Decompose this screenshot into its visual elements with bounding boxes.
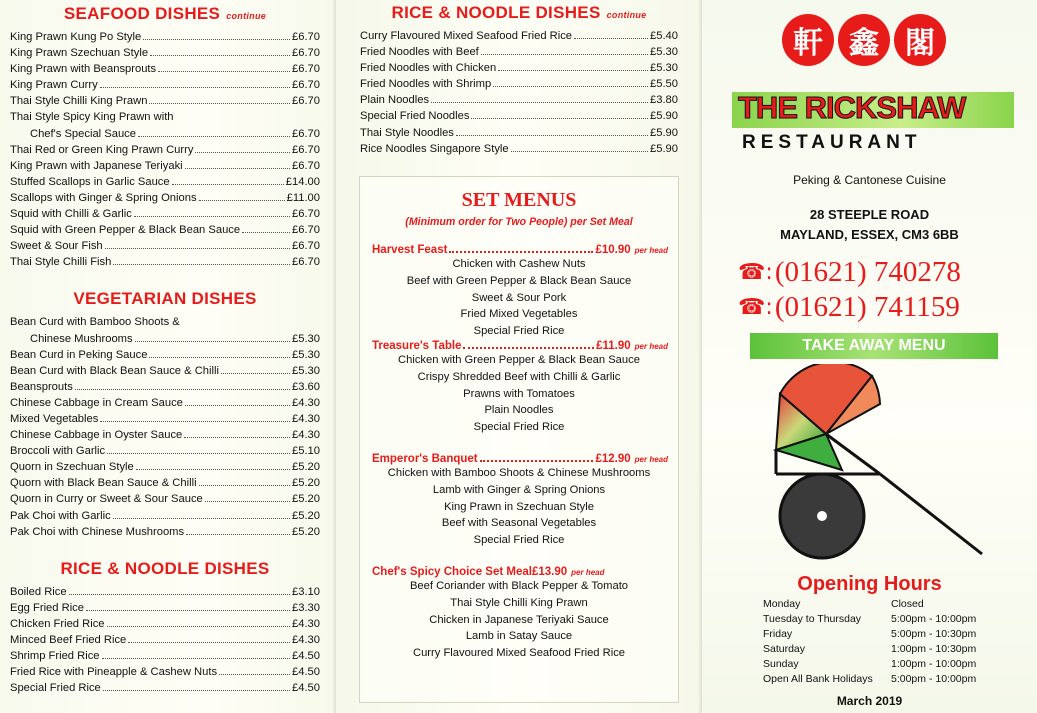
hours-time: 5:00pm - 10:30pm <box>891 628 977 641</box>
rice-continue-heading <box>360 3 678 23</box>
menu-item-name: Stuffed Scallops in Garlic Sauce <box>10 175 170 188</box>
hours-time: 1:00pm - 10:30pm <box>891 643 977 656</box>
menu-item <box>10 142 320 158</box>
hours-time: 5:00pm - 10:00pm <box>891 673 977 686</box>
menu-item-name: Plain Noodles <box>360 94 430 107</box>
menu-item-price: £4.30 <box>292 617 320 630</box>
set-menu-dish: Beef with Green Pepper & Black Bean Sauce <box>406 274 632 287</box>
leader-dots <box>481 54 648 55</box>
leader-dots <box>219 674 290 675</box>
menu-item <box>10 109 320 125</box>
vegetarian-list <box>10 314 320 539</box>
per-head-label: per head <box>634 246 668 255</box>
phone-1[interactable] <box>738 256 961 289</box>
menu-item-name: Shrimp Fried Rice <box>10 650 100 663</box>
menu-item-name: Chef's Special Sauce <box>30 127 136 140</box>
hours-row <box>763 627 976 642</box>
hours-time: Closed <box>891 598 924 610</box>
menu-item-price: £6.70 <box>292 127 320 140</box>
menu-item <box>10 222 320 238</box>
leader-dots <box>471 118 648 119</box>
leader-dots <box>135 341 290 342</box>
menu-item-name: Broccoli with Garlic <box>10 445 106 458</box>
telephone-icon: ☎: <box>738 260 773 285</box>
menu-item <box>10 427 320 443</box>
menu-item-name: Beansprouts <box>10 380 73 393</box>
leader-dots <box>574 38 648 39</box>
phone-number: (01621) 741159 <box>774 291 960 323</box>
set-menu-dish: Lamb in Satay Sauce <box>465 630 573 643</box>
menu-item-price: £3.60 <box>292 380 320 393</box>
menu-item <box>10 411 320 427</box>
menu-item-price: £14.00 <box>285 175 320 188</box>
leader-dots <box>134 216 290 217</box>
set-menu-heading <box>360 340 678 352</box>
menu-item <box>10 508 320 524</box>
menu-item <box>10 475 320 491</box>
menu-item <box>10 524 320 540</box>
address-line-2: MAYLAND, ESSEX, CM3 6BB <box>780 227 959 242</box>
menu-item-name: King Prawn with Japanese Teriyaki <box>10 159 183 172</box>
menu-item <box>10 190 320 206</box>
set-menu-dish: Plain Noodles <box>484 404 554 417</box>
leader-dots <box>498 70 648 71</box>
menu-item <box>10 632 320 648</box>
menu-item-price: £5.30 <box>292 364 320 377</box>
menu-item <box>360 141 678 157</box>
menu-item-name: King Prawn Curry <box>10 79 98 92</box>
per-head-label: per head <box>571 567 605 577</box>
chinese-name <box>782 14 946 66</box>
set-menus-subtitle: (Minimum order for Two People) per Set Meal <box>405 216 633 228</box>
menu-item <box>10 363 320 379</box>
leader-dots <box>480 460 594 462</box>
leader-dots <box>143 39 290 40</box>
menu-item-price: £6.70 <box>292 256 320 269</box>
set-menu-name: Treasure's Table <box>372 339 462 352</box>
menu-item-price: £6.70 <box>292 240 320 253</box>
menu-item-price: £3.30 <box>292 601 320 614</box>
hours-row <box>763 642 976 657</box>
menu-item-name: Chicken Fried Rice <box>10 617 105 630</box>
menu-item-name: Thai Style Spicy King Prawn with <box>10 111 174 124</box>
menu-date: March 2019 <box>836 694 903 708</box>
set-menu-dish: Special Fried Rice <box>473 325 565 338</box>
phone-number: (01621) 740278 <box>774 256 961 288</box>
hours-day: Open All Bank Holidays <box>763 673 873 686</box>
menu-item-price: £5.30 <box>650 46 678 59</box>
telephone-icon: ☎: <box>738 295 773 320</box>
leader-dots <box>102 658 290 659</box>
menu-item-name: Special Fried Rice <box>10 682 101 695</box>
menu-item-price: £4.30 <box>292 412 320 425</box>
menu-item-price: £5.30 <box>292 348 320 361</box>
menu-item-price: £4.50 <box>292 650 320 663</box>
menu-item <box>360 44 678 60</box>
menu-item <box>360 92 678 108</box>
chinese-char: 軒 <box>782 14 834 66</box>
per-head-label: per head <box>634 454 668 464</box>
set-menu-dish: Fried Mixed Vegetables <box>460 308 578 321</box>
menu-item-price: £5.90 <box>650 110 678 123</box>
menu-item-price: £6.70 <box>292 143 320 156</box>
menu-item <box>10 648 320 664</box>
seafood-heading <box>10 4 320 24</box>
set-menu-dish: Chicken with Bamboo Shoots & Chinese Mushrooms <box>387 466 651 479</box>
hours-day: Saturday <box>763 643 806 656</box>
leader-dots <box>242 232 290 233</box>
hours-day: Monday <box>763 598 801 610</box>
set-menu-price: £11.90 <box>596 339 631 352</box>
opening-hours-table <box>763 597 976 688</box>
menu-item-price: £5.50 <box>650 78 678 91</box>
leader-dots <box>158 71 290 72</box>
menu-item <box>10 158 320 174</box>
menu-item <box>10 379 320 395</box>
menu-item-price: £5.30 <box>292 332 320 345</box>
menu-item-name: Chinese Cabbage in Oyster Sauce <box>10 429 183 442</box>
menu-item-name: Thai Red or Green King Prawn Curry <box>10 143 194 156</box>
set-menu-dish: Curry Flavoured Mixed Seafood Fried Rice <box>412 647 626 660</box>
set-menu-block <box>360 340 678 436</box>
menu-item-price: £5.90 <box>650 126 678 139</box>
set-menu-dish: Special Fried Rice <box>473 421 565 434</box>
menu-item-price: £5.20 <box>292 477 320 490</box>
leader-dots <box>221 373 290 374</box>
hours-time: 5:00pm - 10:00pm <box>891 613 977 626</box>
menu-item-name: Chinese Cabbage in Cream Sauce <box>10 396 183 409</box>
menu-item-name: King Prawn with Beansprouts <box>10 63 157 76</box>
cover-panel <box>702 0 1037 713</box>
set-menus-list <box>360 244 678 662</box>
menu-item-price: £5.20 <box>292 525 320 538</box>
menu-item <box>10 314 320 330</box>
leader-dots <box>186 534 290 535</box>
menu-item-price: £5.30 <box>650 62 678 75</box>
seafood-list <box>10 29 320 270</box>
menu-item-name: Sweet & Sour Fish <box>10 240 103 253</box>
menu-item-price: £3.80 <box>650 94 678 107</box>
menu-item-name: Fried Noodles with Chicken <box>360 62 497 75</box>
leader-dots <box>199 200 285 201</box>
menu-item-price: £4.50 <box>292 666 320 679</box>
set-menu-dish: Special Fried Rice <box>473 534 565 547</box>
menu-item-name: Bean Curd with Bamboo Shoots & <box>10 316 180 329</box>
menu-item <box>10 395 320 411</box>
rice-continue-title: RICE & NOODLE DISHES <box>391 3 601 22</box>
rice-list <box>10 584 320 697</box>
menu-item <box>10 254 320 270</box>
menu-item <box>10 491 320 507</box>
set-menu-price: £13.90 <box>531 565 568 578</box>
menu-item <box>10 45 320 61</box>
menu-item-name: Egg Fried Rice <box>10 601 84 614</box>
phone-2[interactable] <box>738 291 960 324</box>
leader-dots <box>103 690 290 691</box>
menu-item-name: Curry Flavoured Mixed Seafood Fried Rice <box>360 30 573 42</box>
leader-dots <box>493 86 648 87</box>
menu-item-price: £4.30 <box>292 634 320 646</box>
chinese-char: 閣 <box>894 14 946 66</box>
hours-row <box>763 657 976 672</box>
hours-day: Friday <box>763 628 793 641</box>
menu-item-price: £11.00 <box>286 191 320 204</box>
address-line-1: 28 STEEPLE ROAD <box>809 207 930 222</box>
leader-dots <box>149 103 290 104</box>
menu-item-name: Fried Noodles with Beef <box>360 46 479 59</box>
menu-item-price: £6.70 <box>292 95 320 108</box>
continue-label: continue <box>606 10 647 20</box>
set-menu-price: £12.90 <box>595 452 631 465</box>
leader-dots <box>456 135 648 136</box>
hours-time: 1:00pm - 10:00pm <box>891 658 977 671</box>
menu-item-price: £6.70 <box>292 208 320 221</box>
set-menu-dish: Lamb with Ginger & Spring Onions <box>432 483 606 496</box>
set-menu-heading <box>360 244 678 256</box>
restaurant-label: RESTAURANT <box>742 132 922 153</box>
leader-dots <box>69 594 290 595</box>
menu-item-name: Minced Beef Fried Rice <box>10 634 127 646</box>
leader-dots <box>205 501 290 502</box>
menu-item <box>10 126 320 142</box>
leader-dots <box>107 453 290 454</box>
menu-item-price: £4.30 <box>292 396 320 409</box>
menu-item-price: £5.90 <box>650 142 678 155</box>
menu-item-price: £6.70 <box>292 47 320 60</box>
set-menu-items <box>360 256 678 340</box>
seafood-title: SEAFOOD DISHES <box>63 4 221 23</box>
menu-item-name: Quorn with Black Bean Sauce & Chilli <box>10 477 197 490</box>
set-menu-name: Emperor's Banquet <box>372 452 478 465</box>
menu-item-name: King Prawn Szechuan Style <box>10 47 149 60</box>
menu-item <box>10 680 320 696</box>
set-menu-heading <box>360 453 678 465</box>
menu-item-price: £5.20 <box>292 493 320 506</box>
leader-dots <box>113 264 290 265</box>
menu-item-price: £6.70 <box>292 31 320 43</box>
menu-item <box>10 61 320 77</box>
set-menu-items <box>360 578 678 662</box>
set-menus-box <box>359 176 679 703</box>
set-menu-dish: Prawns with Tomatoes <box>463 387 575 400</box>
leader-dots <box>105 248 290 249</box>
menu-item-name: Quorn in Curry or Sweet & Sour Sauce <box>10 493 203 506</box>
menu-item-price: £6.70 <box>292 224 320 237</box>
menu-item <box>360 76 678 92</box>
menu-item <box>10 93 320 109</box>
set-menu-heading <box>360 566 678 578</box>
leader-dots <box>86 610 290 611</box>
menu-item-name: Pak Choi with Chinese Mushrooms <box>10 525 185 538</box>
menu-item <box>10 664 320 680</box>
menu-item-name: Special Fried Noodles <box>360 110 470 123</box>
leader-dots <box>463 347 594 349</box>
menu-item <box>10 77 320 93</box>
menu-item <box>10 29 320 45</box>
leader-dots <box>128 642 290 643</box>
menu-item-name: Scallops with Ginger & Spring Onions <box>10 191 197 204</box>
vegetarian-heading: VEGETARIAN DISHES <box>73 289 257 309</box>
menu-item <box>10 174 320 190</box>
opening-hours-title: Opening Hours <box>797 573 942 595</box>
set-menu-dish: Chicken in Japanese Teriyaki Sauce <box>429 613 609 626</box>
set-menus-title: SET MENUS <box>461 189 577 211</box>
set-menu-dish: Beef with Seasonal Vegetables <box>441 517 597 530</box>
menu-item <box>10 206 320 222</box>
menu-item <box>10 347 320 363</box>
chinese-char: 鑫 <box>838 14 890 66</box>
hours-day: Tuesday to Thursday <box>763 613 862 626</box>
menu-item <box>360 28 678 44</box>
menu-item-price: £4.50 <box>292 682 320 695</box>
set-menu-items <box>360 352 678 436</box>
menu-item-name: Quorn in Szechuan Style <box>10 461 134 474</box>
menu-item-name: Fried Noodles with Shrimp <box>360 78 492 91</box>
leader-dots <box>150 55 290 56</box>
menu-item-name: Bean Curd with Black Bean Sauce & Chilli <box>10 364 219 377</box>
leader-dots <box>185 168 290 169</box>
hours-row <box>763 597 976 612</box>
menu-item-price: £5.20 <box>292 461 320 474</box>
menu-item <box>360 108 678 124</box>
menu-item-name: Bean Curd in Peking Sauce <box>10 348 148 361</box>
set-menu-block <box>360 566 678 662</box>
hours-row <box>763 672 976 687</box>
menu-item <box>10 616 320 632</box>
leader-dots <box>107 626 290 627</box>
set-menu-dish: King Prawn in Szechuan Style <box>444 500 594 513</box>
set-menu-name: Chef's Spicy Choice Set Meal <box>372 565 532 578</box>
leader-dots <box>138 136 290 137</box>
continue-label: continue <box>226 11 267 21</box>
set-menu-items <box>360 465 678 549</box>
menu-item-name: Boiled Rice <box>10 585 67 598</box>
set-menu-price: £10.90 <box>595 244 631 256</box>
menu-item-name: Squid with Green Pepper & Black Bean Sauce <box>10 224 241 237</box>
leader-dots <box>75 389 290 390</box>
menu-item-name: Thai Style Chilli King Prawn <box>10 95 148 108</box>
menu-item-name: Mixed Vegetables <box>10 412 99 425</box>
menu-item-name: Thai Style Noodles <box>360 126 454 139</box>
menu-item-name: Rice Noodles Singapore Style <box>360 142 509 155</box>
takeaway-banner: TAKE AWAY MENU <box>750 333 998 359</box>
menu-item <box>360 125 678 141</box>
set-menu-dish: Crispy Shredded Beef with Chilli & Garlic <box>417 370 621 383</box>
menu-item-price: £5.10 <box>292 445 320 458</box>
menu-item <box>10 443 320 459</box>
leader-dots <box>149 357 290 358</box>
set-menu-dish: Chicken with Cashew Nuts <box>452 258 586 270</box>
leader-dots <box>431 102 648 103</box>
leader-dots <box>184 437 290 438</box>
menu-item <box>10 238 320 254</box>
set-menu-dish: Chicken with Green Pepper & Black Bean Sauce <box>398 353 640 366</box>
menu-item-price: £6.70 <box>292 159 320 172</box>
menu-item-price: £5.20 <box>292 509 320 522</box>
set-menu-dish: Thai Style Chilli King Prawn <box>450 596 588 609</box>
menu-item-price: £4.30 <box>292 429 320 442</box>
leader-dots <box>511 151 648 152</box>
leader-dots <box>100 87 290 88</box>
hours-day: Sunday <box>763 658 799 671</box>
rice-heading: RICE & NOODLE DISHES <box>60 558 270 578</box>
menu-item-name: Chinese Mushrooms <box>30 332 133 345</box>
menu-item-name: Pak Choi with Garlic <box>10 509 111 522</box>
menu-item-name: Thai Style Chilli Fish <box>10 256 112 269</box>
rice-continue-list <box>360 28 678 157</box>
leader-dots <box>113 518 290 519</box>
set-menu-dish: Sweet & Sour Pork <box>471 291 567 304</box>
menu-item-price: £6.70 <box>292 79 320 92</box>
set-menu-block <box>360 244 678 340</box>
set-menu-block <box>360 453 678 549</box>
brand-name: THE RICKSHAW <box>738 90 966 125</box>
menu-item <box>10 331 320 347</box>
leader-dots <box>185 405 290 406</box>
menu-item-name: Fried Rice with Pineapple & Cashew Nuts <box>10 666 218 679</box>
menu-item-price: £3.10 <box>292 585 320 598</box>
menu-item-name: Squid with Chilli & Garlic <box>10 208 132 221</box>
menu-item <box>10 600 320 616</box>
leader-dots <box>100 421 290 422</box>
leader-dots <box>172 184 284 185</box>
menu-item <box>10 459 320 475</box>
menu-item <box>10 584 320 600</box>
leader-dots <box>136 469 290 470</box>
menu-item-price: £5.40 <box>650 30 678 42</box>
menu-panel-left <box>0 0 336 713</box>
set-menu-name: Harvest Feast <box>372 244 448 256</box>
menu-item-name: King Prawn Kung Po Style <box>10 31 142 43</box>
set-menu-dish: Beef Coriander with Black Pepper & Tomato <box>409 579 629 592</box>
rickshaw-logo-icon <box>762 364 992 564</box>
per-head-label: per head <box>634 341 668 351</box>
leader-dots <box>199 485 290 486</box>
leader-dots <box>195 152 290 153</box>
leader-dots <box>449 251 593 253</box>
hours-row <box>763 612 976 627</box>
menu-item <box>360 60 678 76</box>
cuisine-label: Peking & Cantonese Cuisine <box>793 173 946 187</box>
menu-item-price: £6.70 <box>292 63 320 76</box>
